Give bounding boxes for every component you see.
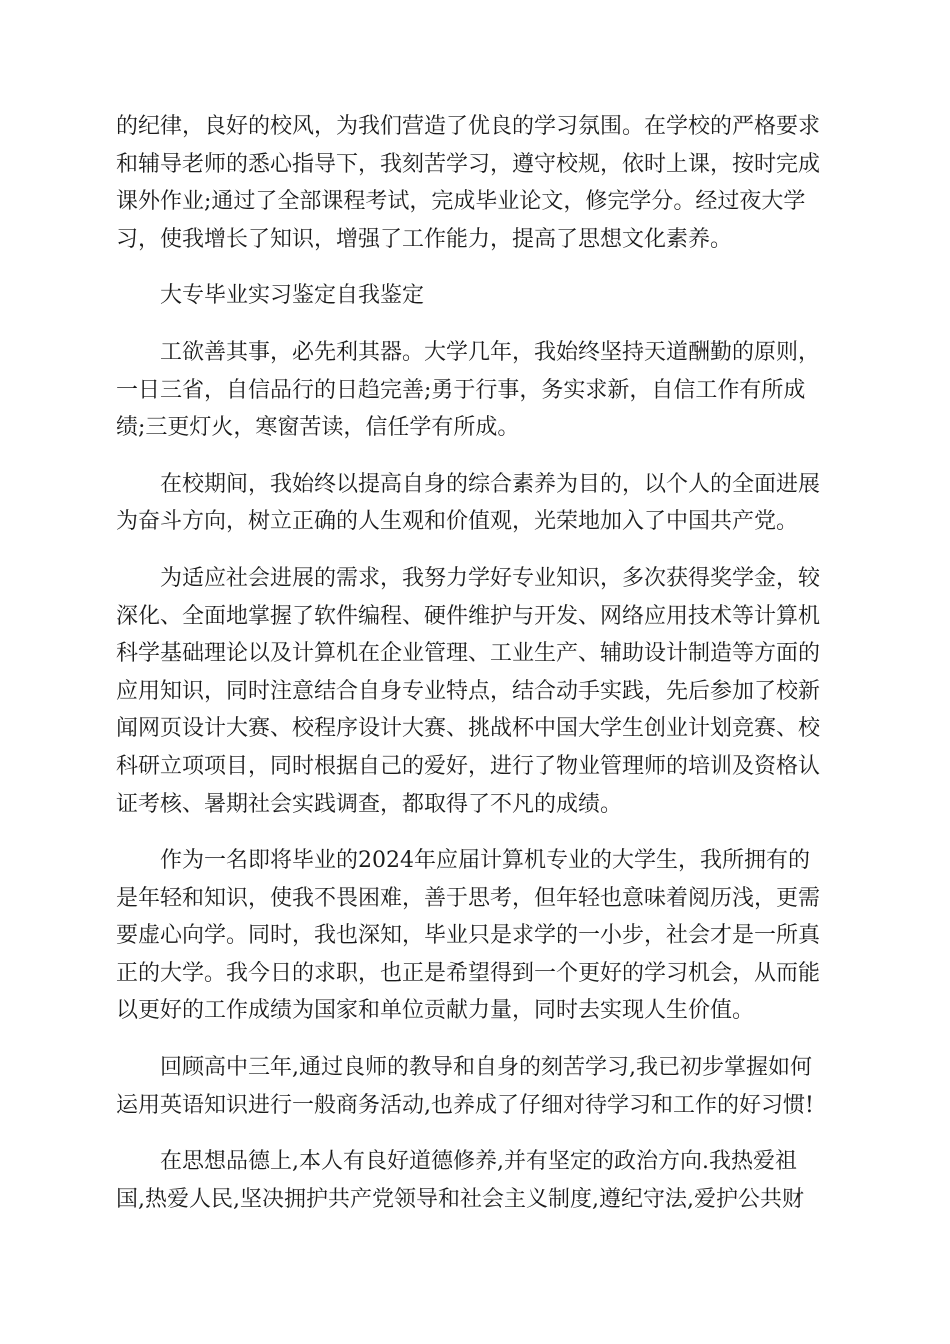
text-line: 在思想品德上,本人有良好道德修养,并有坚定的政治方向.我热爱祖	[160, 1149, 797, 1175]
paragraph	[116, 334, 834, 447]
text-line: 绩;三更灯火，寒窗苦读，信任学有所成。	[116, 415, 520, 441]
text-line: 为适应社会进展的需求，我努力学好专业知识，多次获得奖学金，较	[160, 565, 821, 591]
text-line: 正的大学。我今日的求职，也正是希望得到一个更好的学习机会，从而能	[116, 960, 821, 986]
paragraph	[116, 1143, 834, 1218]
text-line: 是年轻和知识，使我不畏困难，善于思考，但年轻也意味着阅历浅，更需	[116, 885, 821, 911]
text-line: 以更好的工作成绩为国家和单位贡献力量，同时去实现人生价值。	[116, 998, 755, 1024]
text-line: 深化、全面地掌握了软件编程、硬件维护与开发、网络应用技术等计算机	[116, 603, 821, 629]
paragraph	[116, 560, 834, 823]
text-line: 习，使我增长了知识，增强了工作能力，提高了思想文化素养。	[116, 226, 733, 252]
text-line: 大专毕业实习鉴定自我鉴定	[160, 283, 425, 309]
text-line: 科研立项项目，同时根据自己的爱好，进行了物业管理师的培训及资格认	[116, 753, 821, 779]
paragraph	[116, 1049, 834, 1124]
document-body	[116, 108, 834, 1218]
paragraph	[116, 108, 834, 258]
text-line: 国,热爱人民,坚决拥护共产党领导和社会主义制度,遵纪守法,爱护公共财	[116, 1186, 804, 1212]
text-line: 作为一名即将毕业的2024年应届计算机专业的大学生，我所拥有的	[160, 848, 810, 874]
text-line: 运用英语知识进行一般商务活动,也养成了仔细对待学习和工作的好习惯!	[116, 1092, 814, 1118]
text-line: 的纪律，良好的校风，为我们营造了优良的学习氛围。在学校的严格要求	[116, 114, 821, 139]
paragraph	[116, 842, 834, 1030]
paragraph	[116, 466, 834, 541]
text-line: 一日三省，自信品行的日趋完善;勇于行事，务实求新，自信工作有所成	[116, 377, 806, 403]
text-line: 闻网页设计大赛、校程序设计大赛、挑战杯中国大学生创业计划竞赛、校	[116, 716, 821, 742]
text-line: 应用知识，同时注意结合自身专业特点，结合动手实践，先后参加了校新	[116, 678, 821, 704]
document-page	[116, 108, 834, 1237]
text-line: 为奋斗方向，树立正确的人生观和价值观，光荣地加入了中国共产党。	[116, 509, 799, 535]
text-line: 要虚心向学。同时，我也深知，毕业只是求学的一小步，社会才是一所真	[116, 923, 821, 949]
text-line: 工欲善其事，必先利其器。大学几年，我始终坚持天道酬勤的原则，	[160, 339, 821, 365]
text-line: 在校期间，我始终以提高自身的综合素养为目的，以个人的全面进展	[160, 471, 821, 497]
text-line: 课外作业;通过了全部课程考试，完成毕业论文，修完学分。经过夜大学	[116, 189, 806, 215]
section-heading	[116, 277, 834, 315]
text-line: 和辅导老师的悉心指导下，我刻苦学习，遵守校规，依时上课，按时完成	[116, 151, 821, 177]
text-line: 回顾高中三年,通过良师的教导和自身的刻苦学习,我已初步掌握如何	[160, 1055, 812, 1081]
text-line: 证考核、暑期社会实践调查，都取得了不凡的成绩。	[116, 791, 623, 817]
text-line: 科学基础理论以及计算机在企业管理、工业生产、辅助设计制造等方面的	[116, 641, 821, 667]
